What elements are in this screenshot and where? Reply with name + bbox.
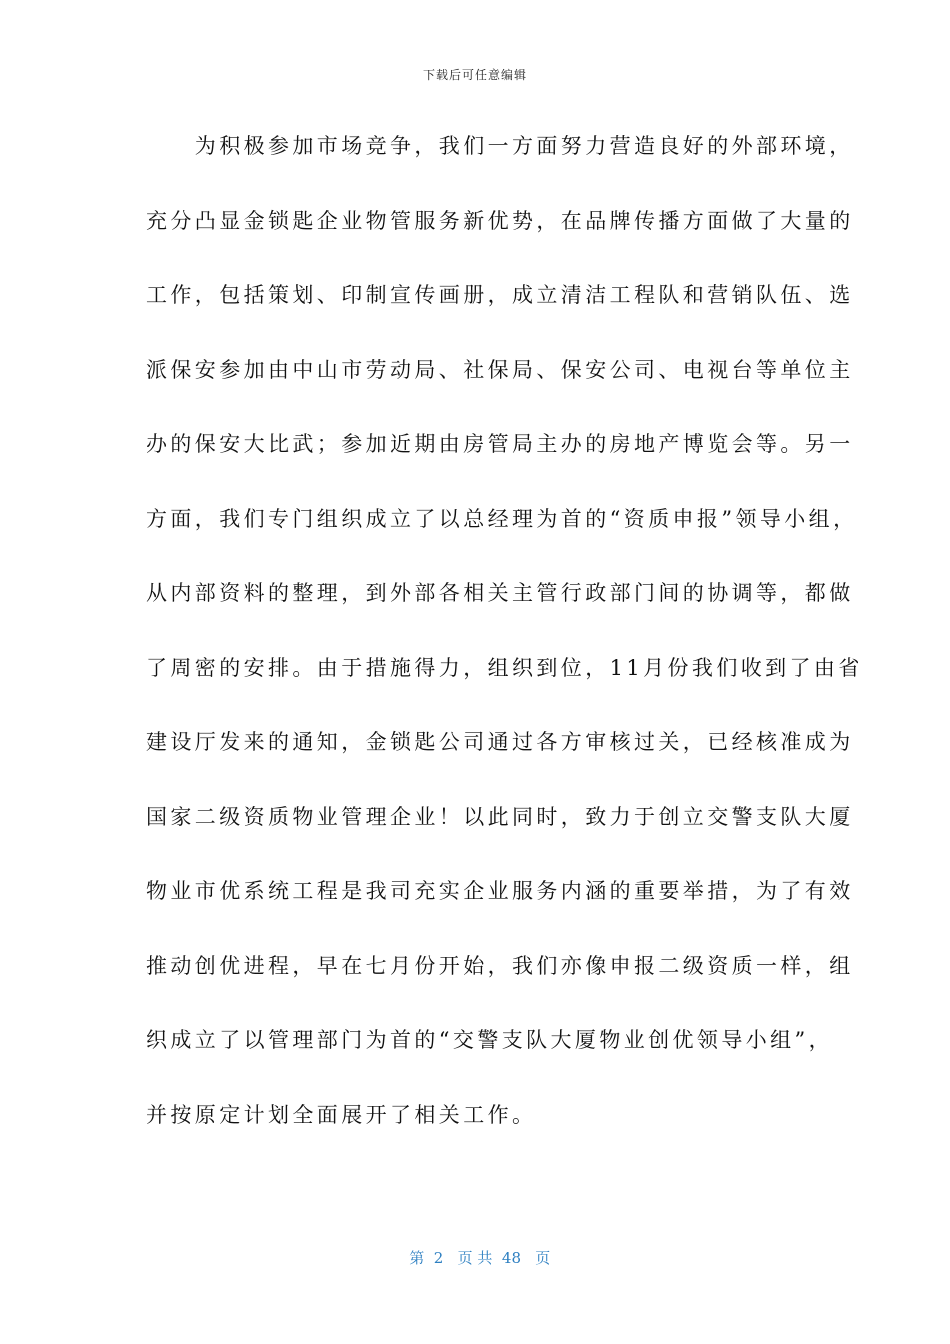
paragraph-line: 建设厅发来的通知，金锁匙公司通过各方审核过关，已经核准成为 <box>146 730 854 754</box>
page-number-text: 第 2 页 共 48 页 <box>409 1249 551 1267</box>
paragraph-line: 推动创优进程，早在七月份开始，我们亦像申报二级资质一样，组 <box>146 953 854 978</box>
page-header: 下载后可任意编辑 <box>422 68 527 82</box>
paragraph-line: 为积极参加市场竞争，我们一方面努力营造良好的外部环境， <box>146 134 854 158</box>
paragraph-line: 了周密的安排。由于措施得力，组织到位，11月份我们收到了由省 <box>146 655 863 680</box>
paragraph-line: 方面，我们专门组织成立了以总经理为首的“资质申报”领导小组， <box>146 506 858 531</box>
paragraph-line: 充分凸显金锁匙企业物管服务新优势，在品牌传播方面做了大量的 <box>146 208 854 233</box>
paragraph-line: 派保安参加由中山市劳动局、社保局、保安公司、电视台等单位主 <box>146 357 854 382</box>
paragraph-line: 从内部资料的整理，到外部各相关主管行政部门间的协调等，都做 <box>146 581 854 605</box>
paragraph-line: 物业市优系统工程是我司充实企业服务内涵的重要举措，为了有效 <box>146 879 854 903</box>
page-number-footer <box>0 1229 950 1268</box>
paragraph-line: 办的保安大比武；参加近期由房管局主办的房地产博览会等。另一 <box>146 432 854 456</box>
document-body <box>146 126 863 1169</box>
paragraph-line: 织成立了以管理部门为首的“交警支队大厦物业创优领导小组”， <box>146 1028 834 1052</box>
paragraph-line: 工作，包括策划、印制宣传画册，成立清洁工程队和营销队伍、选 <box>146 283 854 307</box>
paragraph-line: 并按原定计划全面展开了相关工作。 <box>146 1102 537 1127</box>
paragraph-line: 国家二级资质物业管理企业！以此同时，致力于创立交警支队大厦 <box>146 804 854 829</box>
